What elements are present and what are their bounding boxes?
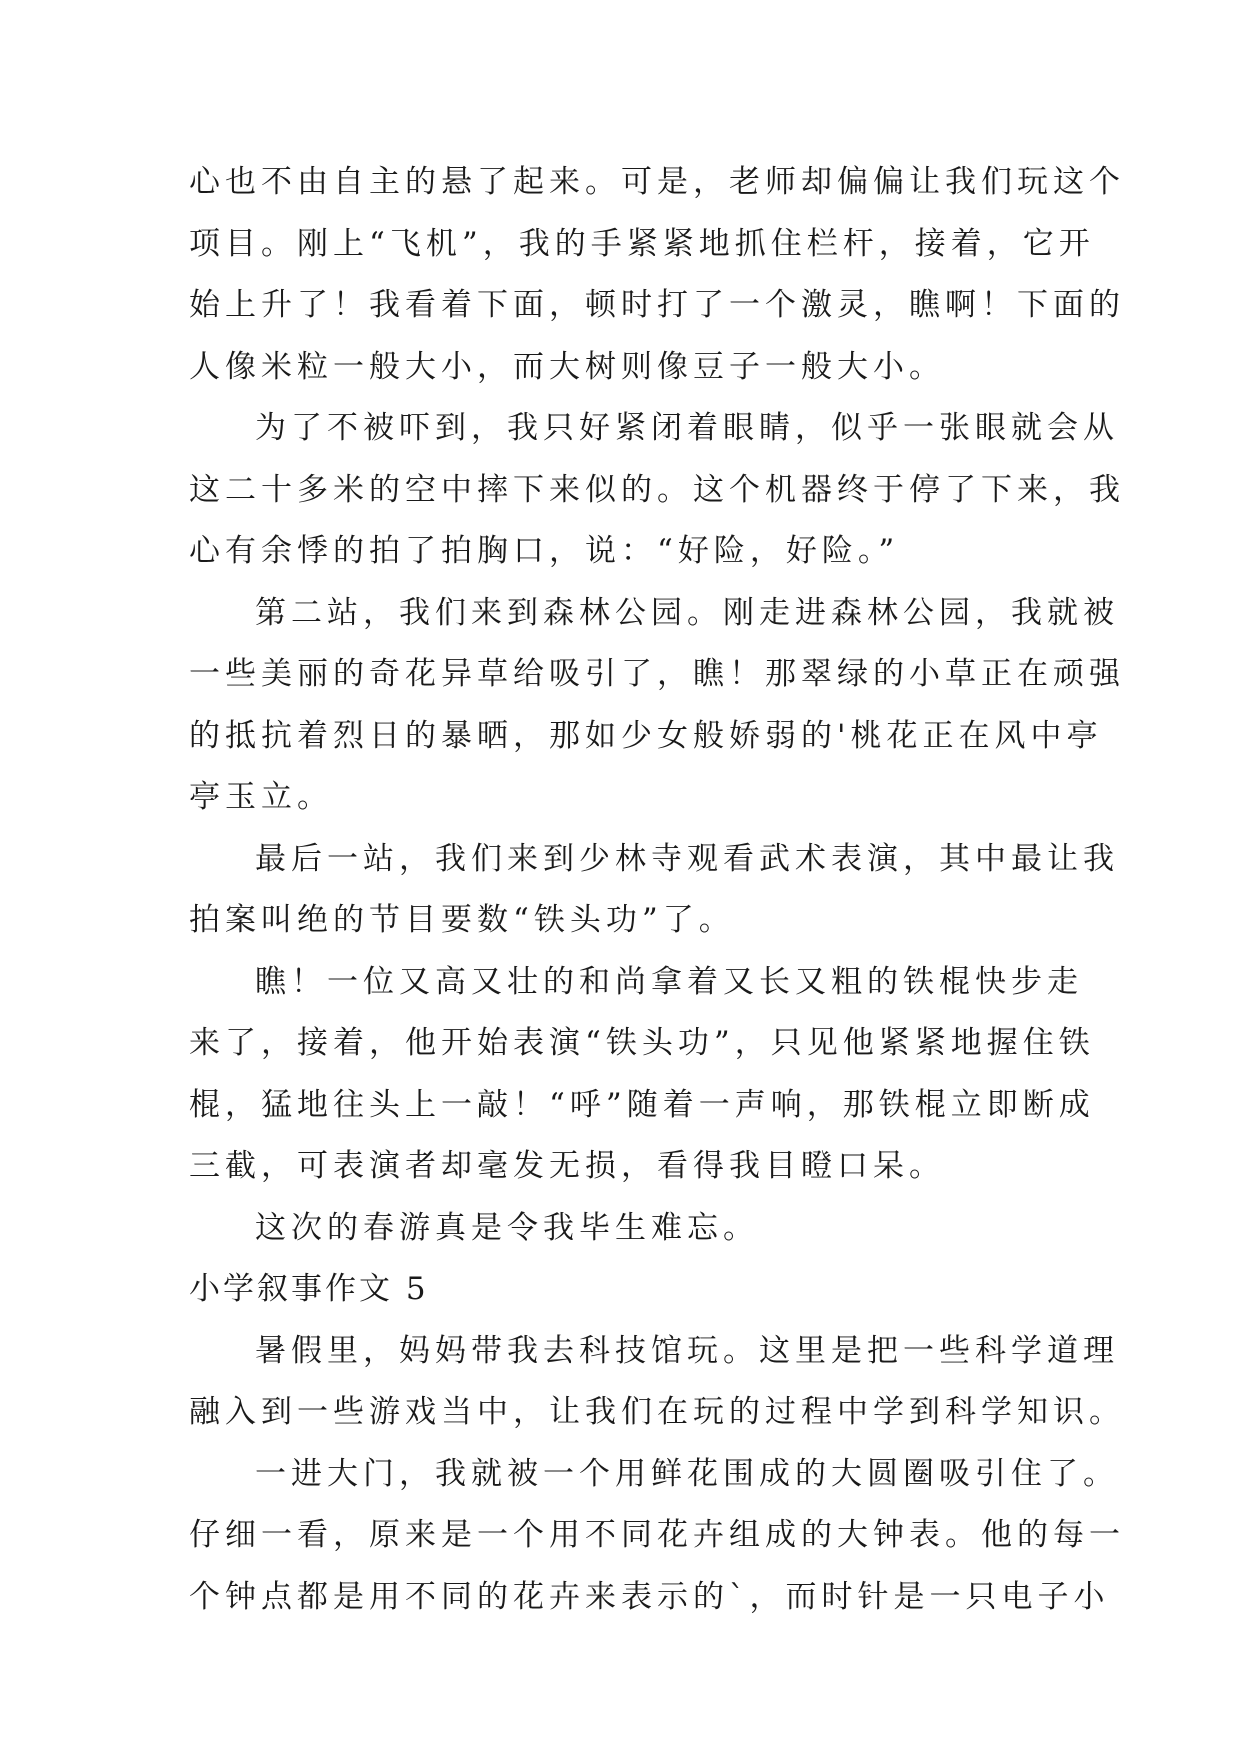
- text-line: 的抵抗着烈日的暴晒，那如少女般娇弱的'桃花正在风中亭: [189, 717, 1103, 754]
- text-line: 人像米粒一般大小，而大树则像豆子一般大小。: [189, 348, 945, 385]
- text-line: 仔细一看，原来是一个用不同花卉组成的大钟表。他的每一: [189, 1517, 1125, 1553]
- paragraph-start-line: 瞧！一位又高又壮的和尚拿着又长又粗的铁棍快步走: [255, 963, 1083, 1000]
- text-line: 三截，可表演者却毫发无损，看得我目瞪口呆。: [189, 1148, 945, 1184]
- text-line: 心有余悸的拍了拍胸口，说：“好险，好险。”: [189, 533, 900, 569]
- text-line: 一些美丽的奇花异草给吸引了，瞧！那翠绿的小草正在顽强: [189, 656, 1125, 692]
- paragraph-start-line: 一进大门，我就被一个用鲜花围成的大圆圈吸引住了。: [255, 1455, 1119, 1492]
- text-line: 亭玉立。: [189, 779, 333, 815]
- text-line: 项目。刚上“飞机”，我的手紧紧地抓住栏杆，接着，它开: [189, 225, 1095, 262]
- paragraph-start-line: 为了不被吓到，我只好紧闭着眼睛，似乎一张眼就会从: [255, 410, 1119, 446]
- text-line: 心也不由自主的悬了起来。可是，老师却偏偏让我们玩这个: [189, 164, 1125, 200]
- section-heading: 小学叙事作文 5: [189, 1271, 429, 1307]
- text-line: 个钟点都是用不同的花卉来表示的`，而时针是一只电子小: [189, 1578, 1110, 1615]
- document-body: [189, 152, 1125, 1628]
- text-line: 融入到一些游戏当中，让我们在玩的过程中学到科学知识。: [189, 1394, 1125, 1430]
- paragraph-start-line: 这次的春游真是令我毕生难忘。: [255, 1209, 759, 1246]
- text-line: 始上升了！我看着下面，顿时打了一个激灵，瞧啊！下面的: [189, 287, 1125, 323]
- paragraph-start-line: 暑假里，妈妈带我去科技馆玩。这里是把一些科学道理: [255, 1332, 1119, 1369]
- paragraph-start-line: 最后一站，我们来到少林寺观看武术表演，其中最让我: [255, 840, 1119, 877]
- text-line: 拍案叫绝的节目要数“铁头功”了。: [189, 902, 735, 938]
- text-line: 棍，猛地往头上一敲！“呼”随着一声响，那铁棍立即断成: [189, 1086, 1095, 1123]
- text-line: 来了，接着，他开始表演“铁头功”，只见他紧紧地握住铁: [189, 1025, 1095, 1061]
- text-line: 这二十多米的空中摔下来似的。这个机器终于停了下来，我: [189, 471, 1125, 508]
- paragraph-start-line: 第二站，我们来到森林公园。刚走进森林公园，我就被: [255, 594, 1119, 631]
